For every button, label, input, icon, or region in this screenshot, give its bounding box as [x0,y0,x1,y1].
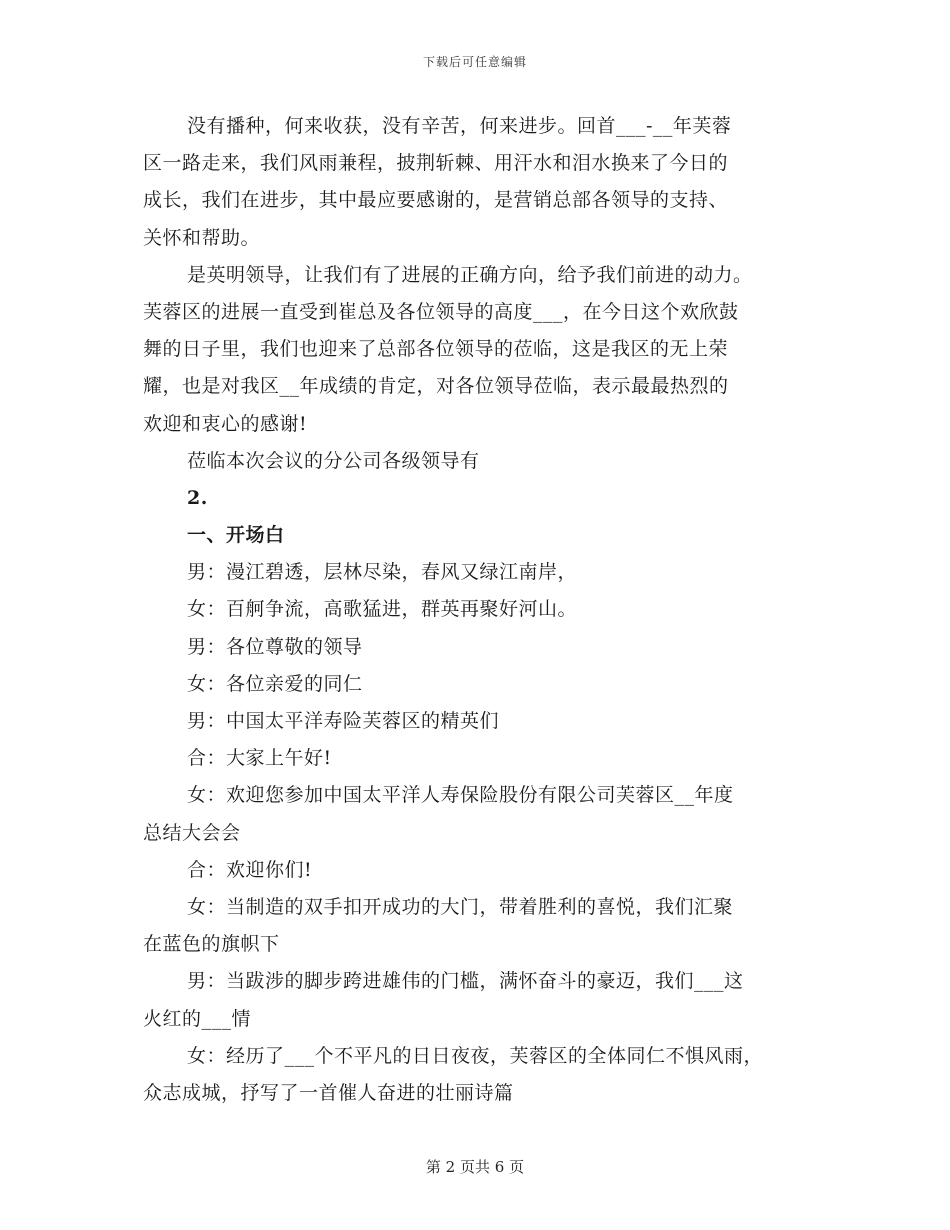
text-line: 男：各位尊敬的领导 [187,635,363,658]
text-line: 火红的___情 [143,1007,252,1030]
text-line: 男：当跋涉的脚步跨进雄伟的门槛，满怀奋斗的豪迈，我们___这 [187,970,744,993]
text-line: 欢迎和衷心的感谢! [143,412,308,435]
text-line: 一、开场白 [187,524,285,547]
text-line: 芙蓉区的进展一直受到崔总及各位领导的高度___，在今日这个欢欣鼓 [143,300,739,323]
text-line: 莅临本次会议的分公司各级领导有 [187,449,480,472]
text-line: 女：经历了___个不平凡的日日夜夜，芙蓉区的全体同仁不惧风雨， [187,1044,764,1067]
text-line: 没有播种，何来收获，没有辛苦，何来进步。回首___-__年芙蓉 [187,115,732,137]
page-footer: 第 2 页共 6 页 [425,1158,525,1176]
text-line: 成长，我们在进步，其中最应要感谢的，是营销总部各领导的支持、 [143,189,729,212]
text-line: 男：中国太平洋寿险芙蓉区的精英们 [187,710,500,732]
text-line: 女：当制造的双手扣开成功的大门，带着胜利的喜悦，我们汇聚 [187,895,734,918]
text-line: 合：大家上午好! [187,747,332,770]
text-line: 耀，也是对我区__年成绩的肯定，对各位领导莅临，表示最最热烈的 [143,375,729,398]
document-body [143,108,813,1112]
text-line: 2. [187,486,208,509]
text-line: 合：欢迎你们! [187,858,313,881]
page-header: 下载后可任意编辑 [422,55,527,69]
text-line: 在蓝色的旗帜下 [143,933,280,956]
text-line: 是英明领导，让我们有了进展的正确方向，给予我们前进的动力。 [187,263,753,286]
text-line: 关怀和帮助。 [143,226,261,249]
text-line: 女：各位亲爱的同仁 [187,672,363,695]
text-line: 女：百舸争流，高歌猛进，群英再聚好河山。 [187,598,578,621]
text-line: 总结大会会 [143,821,241,844]
text-line: 女：欢迎您参加中国太平洋人寿保险股份有限公司芙蓉区__年度 [187,784,734,807]
text-line: 区一路走来，我们风雨兼程，披荆斩棘、用汗水和泪水换来了今日的 [143,152,729,175]
text-line: 男：漫江碧透，层林尽染，春风又绿江南岸， [187,561,578,584]
text-line: 众志成城，抒写了一首催人奋进的壮丽诗篇 [143,1081,514,1104]
text-line: 舞的日子里，我们也迎来了总部各位领导的莅临，这是我区的无上荣 [143,338,729,361]
